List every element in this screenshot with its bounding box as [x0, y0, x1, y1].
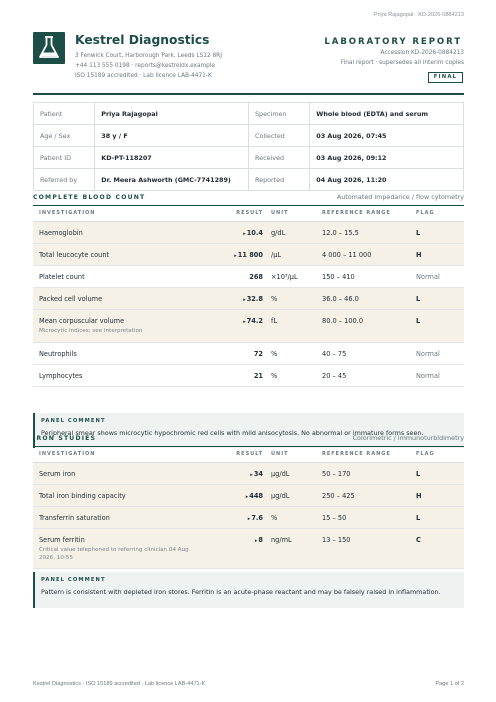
investigation-cell [33, 221, 207, 243]
investigation-cell [33, 243, 207, 265]
flag-cell [416, 221, 464, 243]
investigation-name: Total leucocyte count [39, 250, 110, 259]
flag-value: H [416, 491, 422, 500]
reference-range: 250 – 425 [322, 491, 355, 500]
result-value: 8 [258, 535, 263, 544]
result-row [33, 265, 464, 287]
investigation-name: Lymphocytes [39, 371, 83, 380]
unit-value: /µL [271, 250, 282, 259]
column-header-result: RESULT [207, 206, 271, 221]
unit-cell [271, 287, 322, 309]
patient-info-row [34, 147, 464, 169]
result-row [33, 309, 464, 342]
result-cell [207, 484, 271, 506]
reference-range: 150 – 410 [322, 272, 355, 281]
meta-value: Whole blood (EDTA) and serum [310, 103, 464, 125]
result-wrap [207, 343, 263, 358]
result-wrap [207, 310, 263, 325]
abnormal-arrow-icon: ▸ [243, 296, 246, 303]
unit-value: ×10³/µL [271, 272, 298, 281]
result-row [33, 484, 464, 506]
investigation-name: Serum iron [39, 469, 76, 478]
abnormal-arrow-icon: ▸ [250, 471, 253, 478]
result-cell [207, 287, 271, 309]
patient-info-row [34, 103, 464, 125]
investigation-name: Total iron binding capacity [39, 491, 126, 500]
reference-cell [322, 265, 416, 287]
flag-value: H [416, 250, 422, 259]
abnormal-arrow-icon: ▸ [243, 318, 246, 325]
column-header-investigation: INVESTIGATION [33, 206, 207, 221]
panel-comment-text: Pattern is consistent with depleted iron stores. Ferritin is an acute-phase reactant and may be falsely raised in inflammation. [41, 588, 441, 596]
investigation-name: Packed cell volume [39, 294, 103, 303]
results-table [33, 206, 464, 387]
result-wrap [207, 222, 263, 237]
flag-value: Normal [416, 349, 440, 358]
panel-comment-title: PANEL COMMENT [41, 418, 106, 424]
report-status-line: Final report · supersedes all interim copies [340, 60, 464, 66]
unit-value: fL [271, 316, 277, 325]
result-value: 34 [253, 469, 263, 478]
section-title: IRON STUDIES [33, 435, 97, 442]
page-number: Page 1 of 2 [435, 681, 464, 687]
panel-comment-title: PANEL COMMENT [41, 577, 106, 583]
unit-value: ng/mL [271, 535, 292, 544]
result-value: 448 [249, 491, 263, 500]
unit-cell [271, 243, 322, 265]
meta-value: 04 Aug 2026, 11:20 [310, 169, 464, 191]
lab-address: 3 Fenwick Court, Harborough Park, Leeds LS12 8RJ [75, 53, 222, 59]
unit-value: % [271, 349, 278, 358]
investigation-cell [33, 287, 207, 309]
result-wrap [207, 288, 263, 303]
flag-value: Normal [416, 272, 440, 281]
result-row [33, 287, 464, 309]
result-value: 21 [253, 371, 263, 380]
abnormal-arrow-icon: ▸ [254, 537, 258, 544]
column-header-investigation: INVESTIGATION [33, 447, 207, 462]
meta-label: Reported [248, 169, 309, 191]
unit-value: µg/dL [271, 491, 290, 500]
unit-cell [271, 221, 322, 243]
unit-value: % [271, 294, 278, 303]
result-cell [207, 265, 271, 287]
section-method: Automated impedance / flow cytometry [336, 193, 464, 201]
unit-cell [271, 364, 322, 386]
results-table [33, 447, 464, 569]
column-header-unit: UNIT [271, 206, 322, 221]
unit-cell [271, 506, 322, 528]
result-value: 11 800 [237, 250, 263, 259]
result-value: 72 [253, 349, 263, 358]
result-value: 74.2 [246, 316, 263, 325]
panel-comment-text: Peripheral smear shows microcytic hypochromic red cells with mild anisocytosis. No abnormal or immature forms seen. [41, 429, 424, 437]
result-cell [207, 309, 271, 342]
result-row [33, 221, 464, 243]
abnormal-arrow-icon: ▸ [243, 230, 246, 237]
header-divider [33, 93, 464, 95]
flag-cell [416, 462, 464, 484]
result-cell [207, 243, 271, 265]
investigation-cell [33, 462, 207, 484]
meta-value: 03 Aug 2026, 09:12 [310, 147, 464, 169]
results-header-row [33, 206, 464, 221]
reference-cell [322, 484, 416, 506]
meta-label: Collected [248, 125, 309, 147]
result-cell [207, 342, 271, 364]
running-header: Priya Rajagopal · KD-2026-0884213 [373, 12, 464, 18]
patient-info-table [33, 102, 464, 191]
result-wrap [207, 485, 263, 500]
result-value: 7.6 [251, 513, 263, 522]
final-badge: FINAL [428, 72, 463, 83]
reference-range: 13 – 150 [322, 535, 351, 544]
investigation-cell [33, 364, 207, 386]
result-value: 32.8 [246, 294, 263, 303]
investigation-cell [33, 265, 207, 287]
meta-label: Patient [34, 103, 95, 125]
reference-cell [322, 342, 416, 364]
abnormal-arrow-icon: ▸ [234, 252, 237, 259]
column-header-flag: FLAG [416, 447, 464, 462]
section-method: Colorimetric / immunoturbidimetry [352, 434, 464, 442]
result-wrap [207, 266, 263, 281]
reference-cell [322, 287, 416, 309]
investigation-name: Neutrophils [39, 349, 77, 358]
result-row [33, 528, 464, 568]
column-header-reference: REFERENCE RANGE [322, 447, 416, 462]
footer-lab-info: Kestrel Diagnostics · ISO 15189 accredited · Lab licence LAB-4471-K [33, 681, 206, 687]
report-title: LABORATORY REPORT [324, 37, 462, 47]
reference-range: 80.0 – 100.0 [322, 316, 364, 325]
result-value: 268 [249, 272, 263, 281]
patient-info-row [34, 125, 464, 147]
investigation-cell [33, 528, 207, 568]
reference-range: 50 – 170 [322, 469, 351, 478]
flag-cell [416, 528, 464, 568]
reference-range: 40 – 75 [322, 349, 347, 358]
flag-value: Normal [416, 371, 440, 380]
flask-icon [37, 35, 61, 61]
result-row [33, 243, 464, 265]
meta-value: KD-PT-118207 [95, 147, 249, 169]
reference-cell [322, 528, 416, 568]
column-header-flag: FLAG [416, 206, 464, 221]
investigation-name: Mean corpuscular volume [39, 316, 125, 325]
meta-value: 03 Aug 2026, 07:45 [310, 125, 464, 147]
unit-value: % [271, 371, 278, 380]
meta-value: Priya Rajagopal [95, 103, 249, 125]
abnormal-arrow-icon: ▸ [247, 515, 251, 522]
result-wrap [207, 529, 263, 544]
flag-cell [416, 364, 464, 386]
flag-value: L [416, 469, 421, 478]
accession-number: Accession KD-2026-0884213 [380, 50, 464, 56]
result-value: 10.4 [246, 228, 263, 237]
reference-range: 20 – 45 [322, 371, 347, 380]
panel-comment [33, 572, 464, 608]
report-header [33, 32, 464, 90]
flag-value: L [416, 513, 421, 522]
meta-label: Age / Sex [34, 125, 95, 147]
flag-value: L [416, 294, 421, 303]
flag-value: C [416, 535, 421, 544]
reference-range: 12.0 – 15.5 [322, 228, 359, 237]
unit-cell [271, 528, 322, 568]
lab-accreditation: ISO 15189 accredited · Lab licence LAB-4471-K [75, 73, 212, 79]
investigation-note: Microcytic indices; see interpretation [39, 327, 143, 334]
flag-cell [416, 342, 464, 364]
flag-cell [416, 243, 464, 265]
result-cell [207, 221, 271, 243]
result-row [33, 342, 464, 364]
column-header-result: RESULT [207, 447, 271, 462]
meta-label: Patient ID [34, 147, 95, 169]
investigation-name: Platelet count [39, 272, 85, 281]
unit-cell [271, 342, 322, 364]
results-header-row [33, 447, 464, 462]
investigation-cell [33, 342, 207, 364]
meta-value: Dr. Meera Ashworth (GMC-7741289) [95, 169, 249, 191]
column-header-reference: REFERENCE RANGE [322, 206, 416, 221]
meta-label: Received [248, 147, 309, 169]
abnormal-arrow-icon: ▸ [245, 493, 249, 500]
result-cell [207, 364, 271, 386]
unit-cell [271, 484, 322, 506]
investigation-cell [33, 484, 207, 506]
lab-logo [33, 32, 65, 64]
column-header-unit: UNIT [271, 447, 322, 462]
investigation-cell [33, 506, 207, 528]
investigation-name: Serum ferritin [39, 535, 85, 544]
investigation-cell [33, 309, 207, 342]
unit-value: g/dL [271, 228, 286, 237]
result-wrap [207, 365, 263, 380]
patient-info-row [34, 169, 464, 191]
flag-cell [416, 506, 464, 528]
flag-value: L [416, 228, 421, 237]
reference-cell [322, 364, 416, 386]
result-row [33, 462, 464, 484]
result-wrap [207, 463, 263, 478]
reference-cell [322, 243, 416, 265]
section-title: COMPLETE BLOOD COUNT [33, 194, 146, 201]
result-cell [207, 528, 271, 568]
panel-comment [33, 413, 464, 448]
unit-value: µg/dL [271, 469, 290, 478]
reference-range: 15 – 50 [322, 513, 347, 522]
result-cell [207, 462, 271, 484]
unit-cell [271, 309, 322, 342]
result-row [33, 506, 464, 528]
lab-name: Kestrel Diagnostics [75, 33, 210, 47]
flag-value: L [416, 316, 421, 325]
flag-cell [416, 287, 464, 309]
flag-cell [416, 309, 464, 342]
result-wrap [207, 507, 263, 522]
reference-cell [322, 506, 416, 528]
unit-cell [271, 265, 322, 287]
investigation-note: Critical value telephoned to referring clinician 04 Aug 2026, 10:55 [39, 546, 189, 561]
unit-cell [271, 462, 322, 484]
result-cell [207, 506, 271, 528]
reference-cell [322, 462, 416, 484]
meta-label: Referred by [34, 169, 95, 191]
reference-range: 4 000 – 11 000 [322, 250, 372, 259]
flag-cell [416, 265, 464, 287]
investigation-name: Transferrin saturation [39, 513, 110, 522]
lab-contact: +44 113 555 0198 · reports@kestreldx.example [75, 63, 216, 69]
reference-cell [322, 309, 416, 342]
reference-range: 36.0 – 46.0 [322, 294, 359, 303]
result-row [33, 364, 464, 386]
meta-value: 38 y / F [95, 125, 249, 147]
flag-cell [416, 484, 464, 506]
meta-label: Specimen [248, 103, 309, 125]
result-wrap [207, 244, 263, 259]
investigation-name: Haemoglobin [39, 228, 83, 237]
reference-cell [322, 221, 416, 243]
unit-value: % [271, 513, 278, 522]
